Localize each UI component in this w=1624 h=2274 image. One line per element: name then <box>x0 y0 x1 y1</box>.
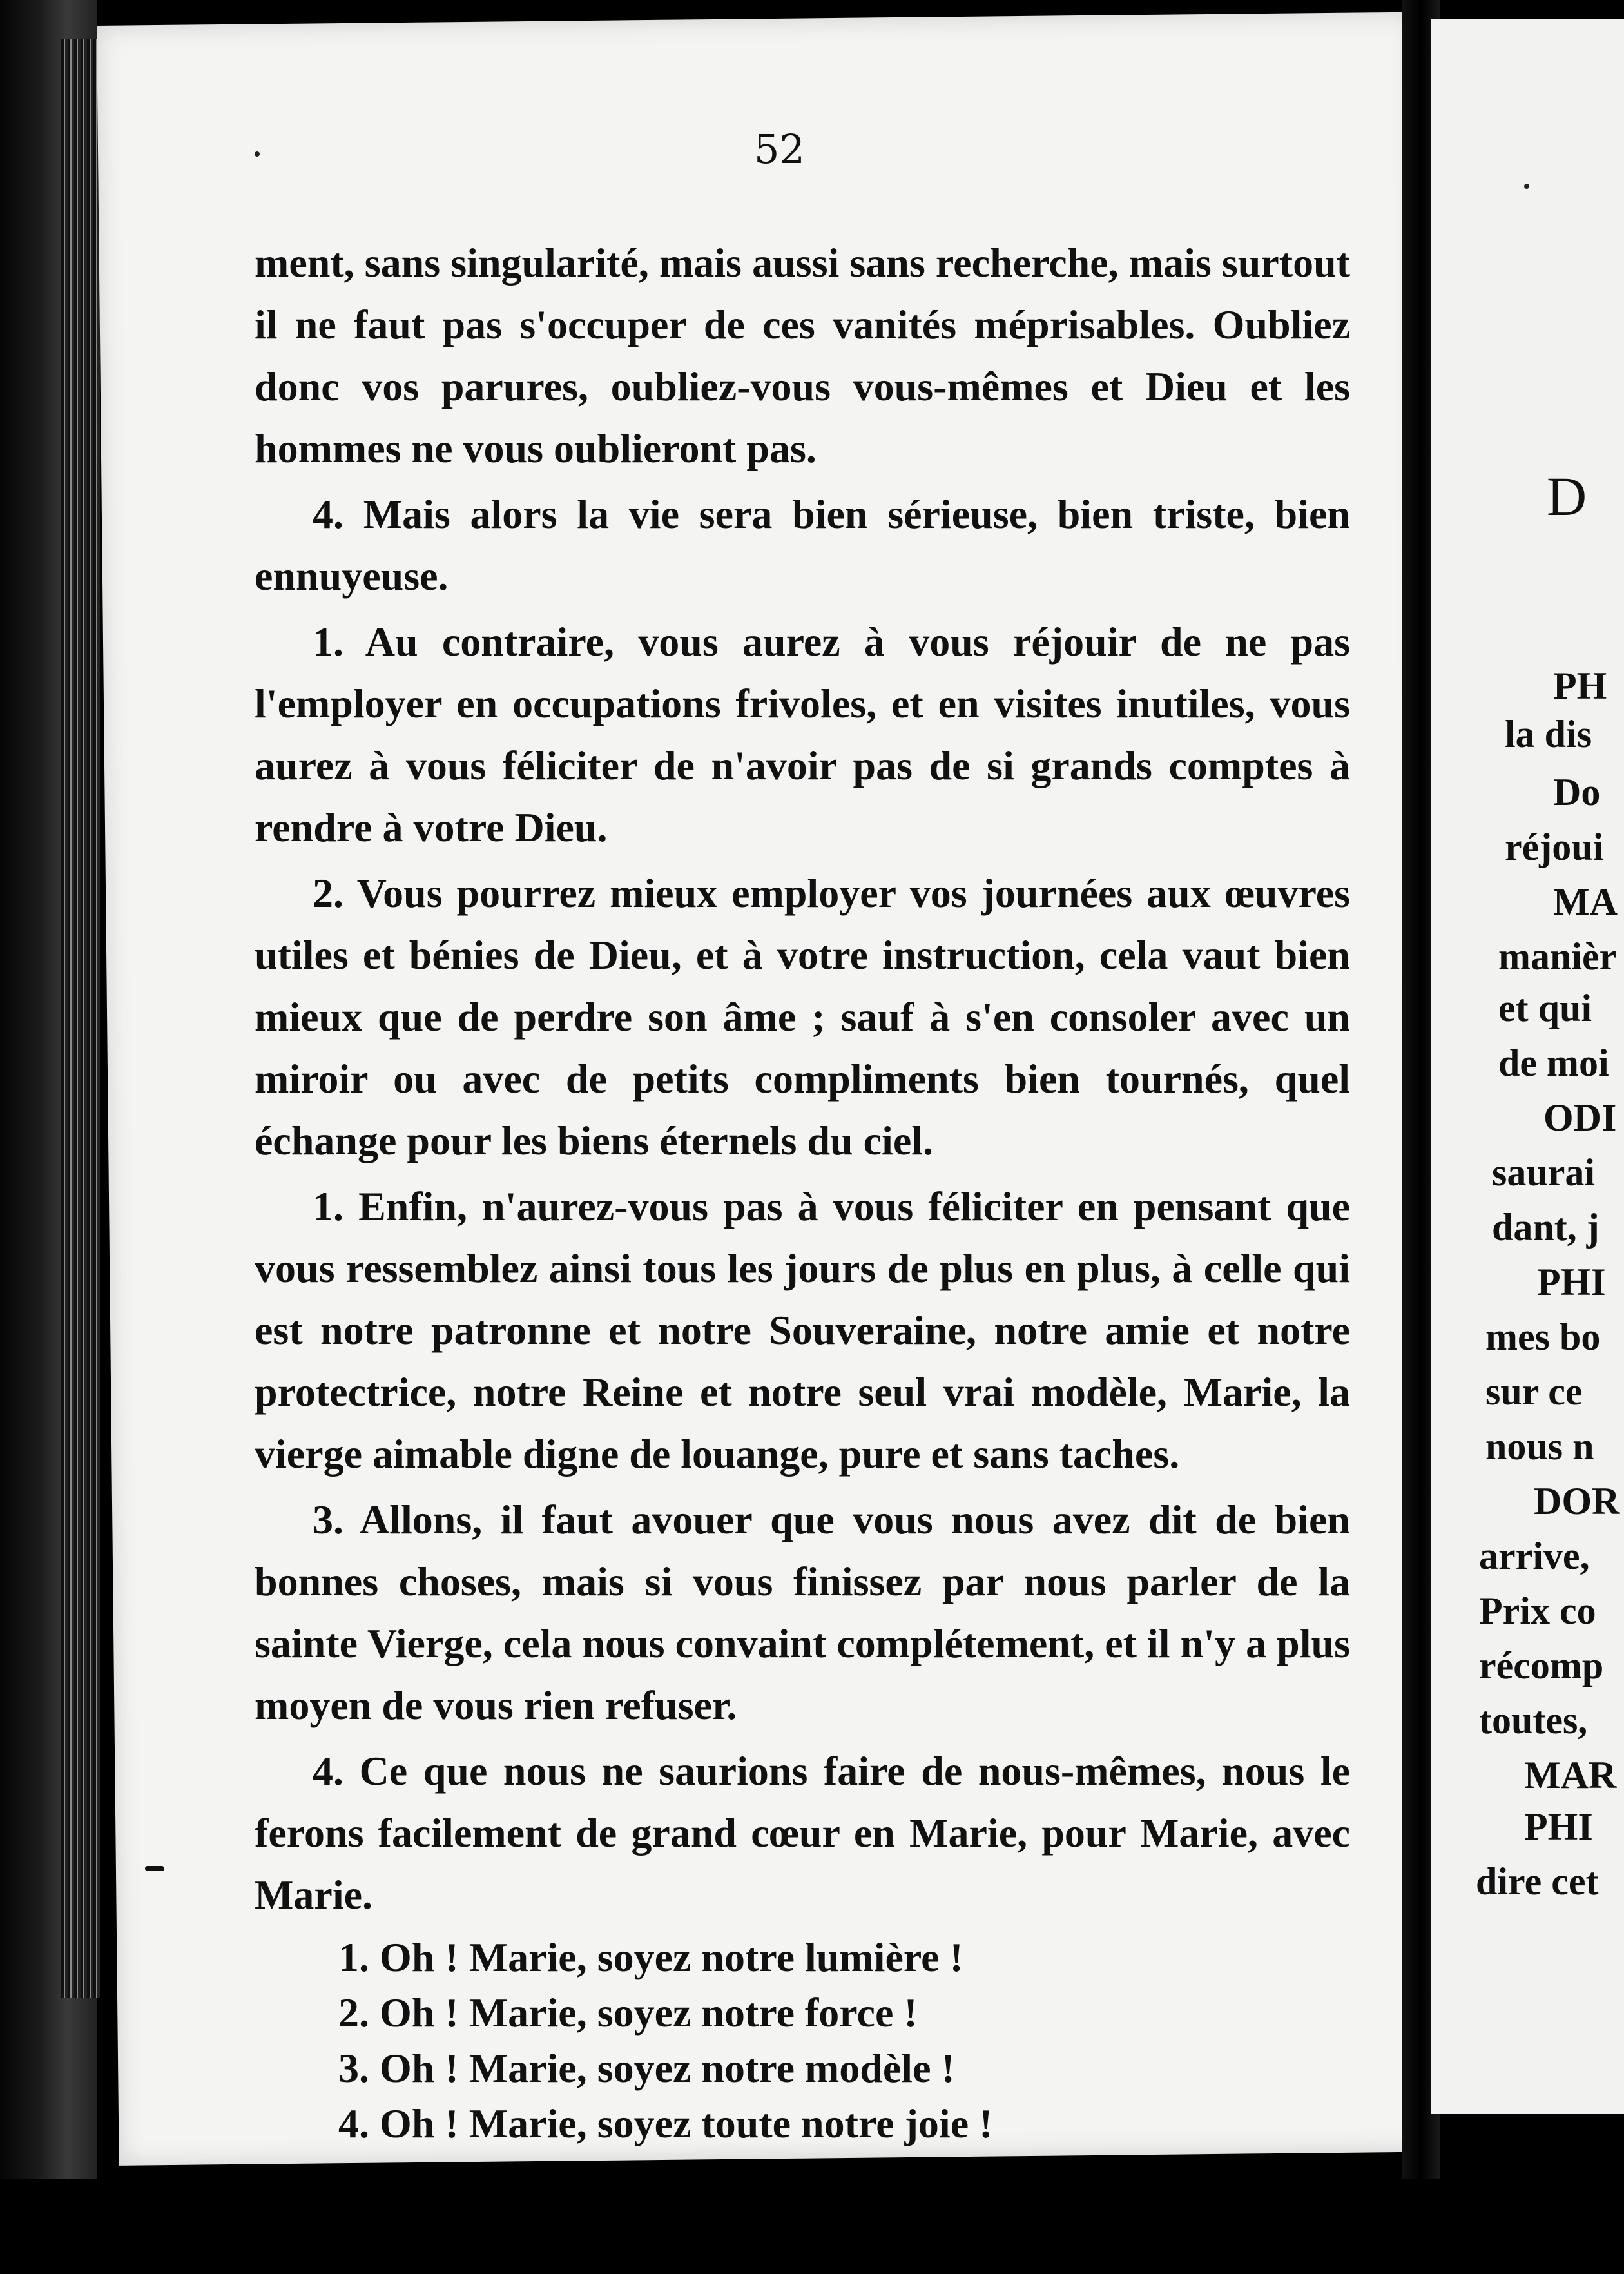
paragraph: 2. Vous pourrez mieux employer vos journées aux œuvres utiles et bénies de Dieu, et à votre instruction, cela vaut bien mieux que de perdre son âme ; sauf à s'en consoler avec un miroir ou avec de petits compliments bien tournés, quel échange pour les biens éternels du ciel. <box>255 870 1350 1163</box>
right-line: saurai <box>1492 1151 1596 1194</box>
paragraph: ment, sans singularité, mais aussi sans recherche, mais surtout il ne faut pas s'occuper de ces vanités méprisables. Oubliez donc vos parures, oubliez-vous vous-mêmes et Dieu et les hommes ne vous oublieront pas. <box>255 240 1350 471</box>
paragraph: 4. Ce que nous ne saurions faire de nous-mêmes, nous le ferons facilement de grand cœur en Marie, pour Marie, avec Marie. <box>255 1748 1350 1918</box>
right-line: Do <box>1553 771 1601 813</box>
page-body <box>255 232 1350 2152</box>
prayer-line: 1. Oh ! Marie, soyez notre lumière ! <box>338 1934 963 1980</box>
paragraph: 3. Allons, il faut avouer que vous nous avez dit de bien bonnes choses, mais si vous finissez par nous parler de la sainte Vierge, cela nous convaint complétement, et il n'y a plus moyen de vous rien refuser. <box>255 1497 1350 1728</box>
right-line: PH <box>1553 665 1607 707</box>
right-line: arrive, <box>1479 1535 1590 1577</box>
right-line: mes bo <box>1485 1316 1601 1358</box>
right-line: sur ce <box>1485 1370 1583 1413</box>
paragraph: 1. Enfin, n'aurez-vous pas à vous féliciter en pensant que vous ressemblez ainsi tous les jours de plus en plus, à celle qui est notre patronne et notre Souveraine, notre amie et notre protectrice, notre Reine et notre seul vrai modèle, Marie, la vierge aimable digne de louange, pure et sans taches. <box>255 1183 1350 1477</box>
prayer-line: 4. Oh ! Marie, soyez toute notre joie ! <box>338 2101 993 2146</box>
right-page-heading: D <box>1547 465 1587 527</box>
right-line: Prix co <box>1479 1589 1596 1632</box>
right-line: PHI <box>1524 1805 1593 1848</box>
prayer-line: 3. Oh ! Marie, soyez notre modèle ! <box>338 2045 955 2091</box>
scan-border <box>0 2179 1609 2274</box>
right-line: PHI <box>1537 1261 1606 1303</box>
paragraph: 1. Au contraire, vous aurez à vous réjouir de ne pas l'employer en occupations frivoles, et en visites inutiles, vous aurez à vous féliciter de n'avoir pas de si grands comptes à rendre à votre Dieu. <box>255 619 1350 850</box>
ink-speck <box>255 151 260 157</box>
ink-mark <box>145 1866 164 1871</box>
page-number: 52 <box>754 126 805 173</box>
right-line: dant, j <box>1492 1206 1600 1249</box>
ink-speck <box>1524 184 1529 189</box>
right-line: récomp <box>1479 1644 1604 1687</box>
prayer-line: 2. Oh ! Marie, soyez notre force ! <box>338 1990 918 2036</box>
right-line: de moi <box>1498 1042 1609 1084</box>
right-line: nous n <box>1485 1425 1594 1468</box>
page-edges <box>61 39 100 1998</box>
right-line: ODI <box>1543 1096 1617 1139</box>
right-line: et qui <box>1498 987 1592 1029</box>
right-line: MA <box>1553 880 1618 923</box>
right-line: dire cet <box>1476 1860 1599 1903</box>
right-line: la dis <box>1505 713 1592 755</box>
right-line: MAR <box>1524 1754 1617 1796</box>
right-line: réjoui <box>1505 826 1604 868</box>
paragraph: 4. Mais alors la vie sera bien sérieuse, bien triste, bien ennuyeuse. <box>255 491 1350 599</box>
right-line: DOR <box>1534 1480 1620 1522</box>
right-line: manièr <box>1498 935 1617 978</box>
right-line: toutes, <box>1479 1699 1588 1742</box>
